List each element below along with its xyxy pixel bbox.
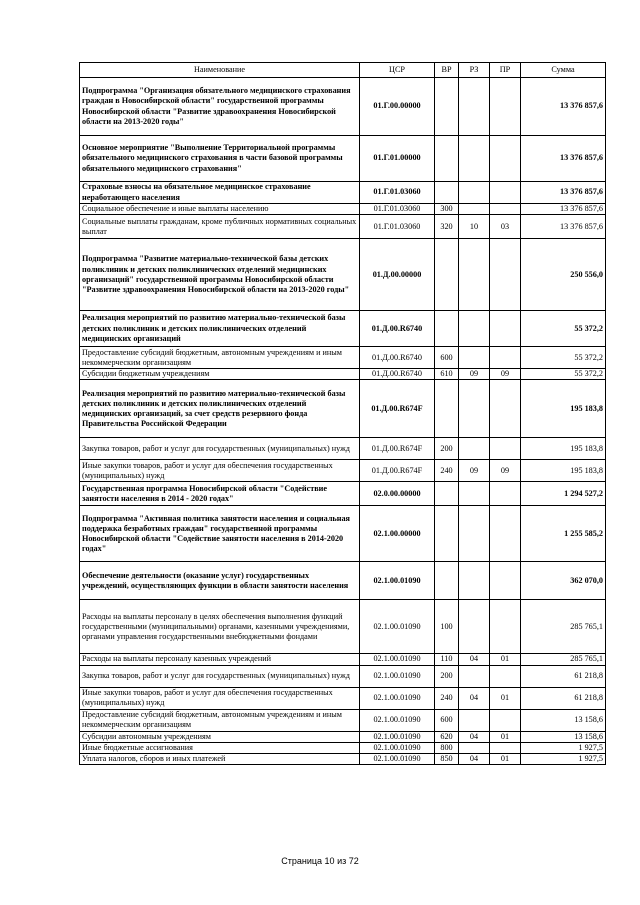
table-row	[80, 239, 606, 311]
cell-name: Реализация мероприятий по развитию материально-технической базы детских поликлиник и детских поликлинических отделений медицинских организаций, за счет средств резервного фонда Правительства Российской Федерации	[80, 380, 360, 438]
cell-sum: 285 765,1	[521, 654, 606, 665]
cell-rz	[459, 482, 490, 506]
cell-pr	[490, 78, 521, 136]
cell-sum: 13 376 857,6	[521, 78, 606, 136]
cell-csr: 02.1.00.00000	[360, 506, 435, 562]
cell-rz	[459, 562, 490, 600]
cell-rz	[459, 204, 490, 215]
table-row	[80, 654, 606, 665]
cell-name: Расходы на выплаты персоналу в целях обеспечения выполнения функций государственными (муниципальными) органами, казенными учреждениями, органами управления государственными внебюджетными фондами	[80, 600, 360, 654]
cell-name: Предоставление субсидий бюджетным, автономным учреждениям и иным некоммерческим организациям	[80, 347, 360, 369]
cell-name: Социальные выплаты гражданам, кроме публичных нормативных социальных выплат	[80, 215, 360, 239]
cell-name: Уплата налогов, сборов и иных платежей	[80, 754, 360, 765]
cell-vr: 240	[435, 687, 459, 709]
cell-name: Иные закупки товаров, работ и услуг для обеспечения государственных (муниципальных) нужд	[80, 687, 360, 709]
table-row	[80, 369, 606, 380]
cell-pr: 01	[490, 754, 521, 765]
cell-rz	[459, 665, 490, 687]
cell-vr	[435, 562, 459, 600]
cell-csr: 02.1.00.01090	[360, 687, 435, 709]
cell-sum: 1 255 585,2	[521, 506, 606, 562]
cell-rz: 04	[459, 654, 490, 665]
table-row	[80, 204, 606, 215]
cell-rz	[459, 311, 490, 347]
cell-pr	[490, 204, 521, 215]
cell-csr: 01.Г.00.00000	[360, 78, 435, 136]
table-row	[80, 709, 606, 731]
cell-pr: 03	[490, 215, 521, 239]
table-row	[80, 600, 606, 654]
header-sum: Сумма	[521, 63, 606, 78]
table-row	[80, 482, 606, 506]
budget-table	[79, 62, 606, 765]
table-row	[80, 347, 606, 369]
cell-sum: 13 376 857,6	[521, 136, 606, 182]
cell-csr: 02.1.00.01090	[360, 754, 435, 765]
table-row	[80, 215, 606, 239]
cell-vr: 850	[435, 754, 459, 765]
cell-vr: 620	[435, 731, 459, 742]
cell-csr: 02.1.00.01090	[360, 600, 435, 654]
cell-csr: 02.1.00.01090	[360, 731, 435, 742]
cell-name: Иные закупки товаров, работ и услуг для обеспечения государственных (муниципальных) нужд	[80, 460, 360, 482]
cell-csr: 01.Д.00.R674F	[360, 438, 435, 460]
cell-csr: 02.1.00.01090	[360, 709, 435, 731]
cell-rz	[459, 709, 490, 731]
header-vr: ВР	[435, 63, 459, 78]
cell-name: Субсидии автономным учреждениям	[80, 731, 360, 742]
cell-csr: 01.Д.00.R674F	[360, 460, 435, 482]
cell-name: Расходы на выплаты персоналу казенных учреждений	[80, 654, 360, 665]
cell-csr: 01.Г.01.00000	[360, 136, 435, 182]
table-row	[80, 78, 606, 136]
table-row	[80, 311, 606, 347]
cell-vr	[435, 182, 459, 204]
cell-sum: 61 218,8	[521, 665, 606, 687]
table-row	[80, 562, 606, 600]
cell-sum: 1 294 527,2	[521, 482, 606, 506]
cell-sum: 13 376 857,6	[521, 204, 606, 215]
cell-sum: 1 927,5	[521, 742, 606, 753]
cell-name: Реализация мероприятий по развитию материально-технической базы детских поликлиник и детских поликлинических отделений медицинских организаций	[80, 311, 360, 347]
cell-pr	[490, 347, 521, 369]
cell-csr: 01.Д.00.R6740	[360, 369, 435, 380]
table-row	[80, 665, 606, 687]
cell-name: Подпрограмма "Организация обязательного медицинского страхования граждан в Новосибирской области" государственной программы Новосибирской области "Развитие здравоохранения Новосибирской области на 2013-2020 годы"	[80, 78, 360, 136]
cell-csr: 02.1.00.01090	[360, 562, 435, 600]
cell-csr: 02.1.00.01090	[360, 654, 435, 665]
cell-rz: 04	[459, 687, 490, 709]
cell-rz	[459, 742, 490, 753]
table-row	[80, 742, 606, 753]
page-number: Страница 10 из 72	[281, 856, 359, 866]
cell-rz: 09	[459, 460, 490, 482]
cell-vr	[435, 380, 459, 438]
cell-pr	[490, 380, 521, 438]
table-header-row	[80, 63, 606, 78]
table-row	[80, 687, 606, 709]
header-rz: РЗ	[459, 63, 490, 78]
cell-csr: 02.0.00.00000	[360, 482, 435, 506]
cell-csr: 01.Г.01.03060	[360, 204, 435, 215]
cell-vr	[435, 482, 459, 506]
cell-sum: 250 556,0	[521, 239, 606, 311]
cell-pr: 09	[490, 460, 521, 482]
table-body	[80, 78, 606, 765]
cell-vr: 800	[435, 742, 459, 753]
cell-csr: 01.Д.00.R6740	[360, 311, 435, 347]
cell-pr	[490, 709, 521, 731]
cell-pr	[490, 182, 521, 204]
cell-vr	[435, 506, 459, 562]
cell-csr: 02.1.00.01090	[360, 742, 435, 753]
cell-rz: 04	[459, 731, 490, 742]
cell-rz	[459, 239, 490, 311]
cell-csr: 01.Г.01.03060	[360, 182, 435, 204]
cell-name: Закупка товаров, работ и услуг для государственных (муниципальных) нужд	[80, 438, 360, 460]
cell-rz	[459, 347, 490, 369]
cell-sum: 55 372,2	[521, 347, 606, 369]
header-name: Наименование	[80, 63, 360, 78]
cell-rz	[459, 136, 490, 182]
cell-vr: 600	[435, 347, 459, 369]
cell-name: Предоставление субсидий бюджетным, автономным учреждениям и иным некоммерческим организациям	[80, 709, 360, 731]
cell-pr: 01	[490, 687, 521, 709]
table-row	[80, 754, 606, 765]
cell-rz	[459, 78, 490, 136]
cell-sum: 13 158,6	[521, 709, 606, 731]
cell-sum: 13 158,6	[521, 731, 606, 742]
cell-pr: 09	[490, 369, 521, 380]
cell-pr	[490, 562, 521, 600]
cell-vr: 320	[435, 215, 459, 239]
cell-pr: 01	[490, 731, 521, 742]
table-row	[80, 460, 606, 482]
cell-rz	[459, 182, 490, 204]
cell-vr: 600	[435, 709, 459, 731]
cell-rz: 04	[459, 754, 490, 765]
table-row	[80, 380, 606, 438]
cell-vr: 110	[435, 654, 459, 665]
cell-sum: 285 765,1	[521, 600, 606, 654]
cell-sum: 61 218,8	[521, 687, 606, 709]
cell-sum: 195 183,8	[521, 438, 606, 460]
cell-sum: 195 183,8	[521, 460, 606, 482]
cell-vr: 240	[435, 460, 459, 482]
cell-sum: 55 372,2	[521, 311, 606, 347]
table-row	[80, 182, 606, 204]
cell-pr	[490, 665, 521, 687]
cell-rz	[459, 380, 490, 438]
cell-pr	[490, 600, 521, 654]
cell-rz	[459, 438, 490, 460]
cell-sum: 1 927,5	[521, 754, 606, 765]
table-row	[80, 136, 606, 182]
cell-csr: 02.1.00.01090	[360, 665, 435, 687]
table-row	[80, 731, 606, 742]
cell-name: Основное мероприятие "Выполнение Территориальной программы обязательного медицинского страхования в части базовой программы обязательного медицинского страхования"	[80, 136, 360, 182]
cell-name: Страховые взносы на обязательное медицинское страхование неработающего населения	[80, 182, 360, 204]
cell-pr	[490, 311, 521, 347]
cell-vr: 100	[435, 600, 459, 654]
cell-csr: 01.Д.00.R674F	[360, 380, 435, 438]
cell-pr	[490, 742, 521, 753]
table-row	[80, 506, 606, 562]
cell-rz: 09	[459, 369, 490, 380]
cell-csr: 01.Д.00.R6740	[360, 347, 435, 369]
header-csr: ЦСР	[360, 63, 435, 78]
cell-name: Подпрограмма "Развитие материально-технической базы детских поликлиник и детских поликлинических отделений медицинских организаций" государственной программы Новосибирской области "Развитие здравоохранения Новосибирской области на 2013-2020 годы"	[80, 239, 360, 311]
table-row	[80, 438, 606, 460]
cell-name: Подпрограмма "Активная политика занятости населения и социальная поддержка безработных граждан" государственной программы Новосибирской области "Содействие занятости населения в 2014-2020 годах"	[80, 506, 360, 562]
cell-name: Государственная программа Новосибирской области "Содействие занятости населения в 2014 - 2020 годах"	[80, 482, 360, 506]
cell-vr: 610	[435, 369, 459, 380]
cell-sum: 55 372,2	[521, 369, 606, 380]
cell-rz: 10	[459, 215, 490, 239]
cell-vr: 200	[435, 665, 459, 687]
cell-sum: 13 376 857,6	[521, 215, 606, 239]
cell-pr	[490, 482, 521, 506]
header-pr: ПР	[490, 63, 521, 78]
cell-name: Субсидии бюджетным учреждениям	[80, 369, 360, 380]
cell-sum: 362 070,0	[521, 562, 606, 600]
cell-name: Социальное обеспечение и иные выплаты населению	[80, 204, 360, 215]
cell-rz	[459, 506, 490, 562]
cell-sum: 195 183,8	[521, 380, 606, 438]
cell-name: Обеспечение деятельности (оказание услуг) государственных учреждений, осуществляющих функции в области занятости населения	[80, 562, 360, 600]
cell-pr	[490, 136, 521, 182]
cell-rz	[459, 600, 490, 654]
cell-csr: 01.Г.01.03060	[360, 215, 435, 239]
cell-name: Закупка товаров, работ и услуг для государственных (муниципальных) нужд	[80, 665, 360, 687]
cell-sum: 13 376 857,6	[521, 182, 606, 204]
cell-pr	[490, 506, 521, 562]
cell-pr: 01	[490, 654, 521, 665]
cell-vr	[435, 311, 459, 347]
cell-vr: 200	[435, 438, 459, 460]
cell-pr	[490, 239, 521, 311]
cell-vr	[435, 239, 459, 311]
cell-vr: 300	[435, 204, 459, 215]
cell-pr	[490, 438, 521, 460]
cell-name: Иные бюджетные ассигнования	[80, 742, 360, 753]
cell-vr	[435, 78, 459, 136]
cell-vr	[435, 136, 459, 182]
cell-csr: 01.Д.00.00000	[360, 239, 435, 311]
